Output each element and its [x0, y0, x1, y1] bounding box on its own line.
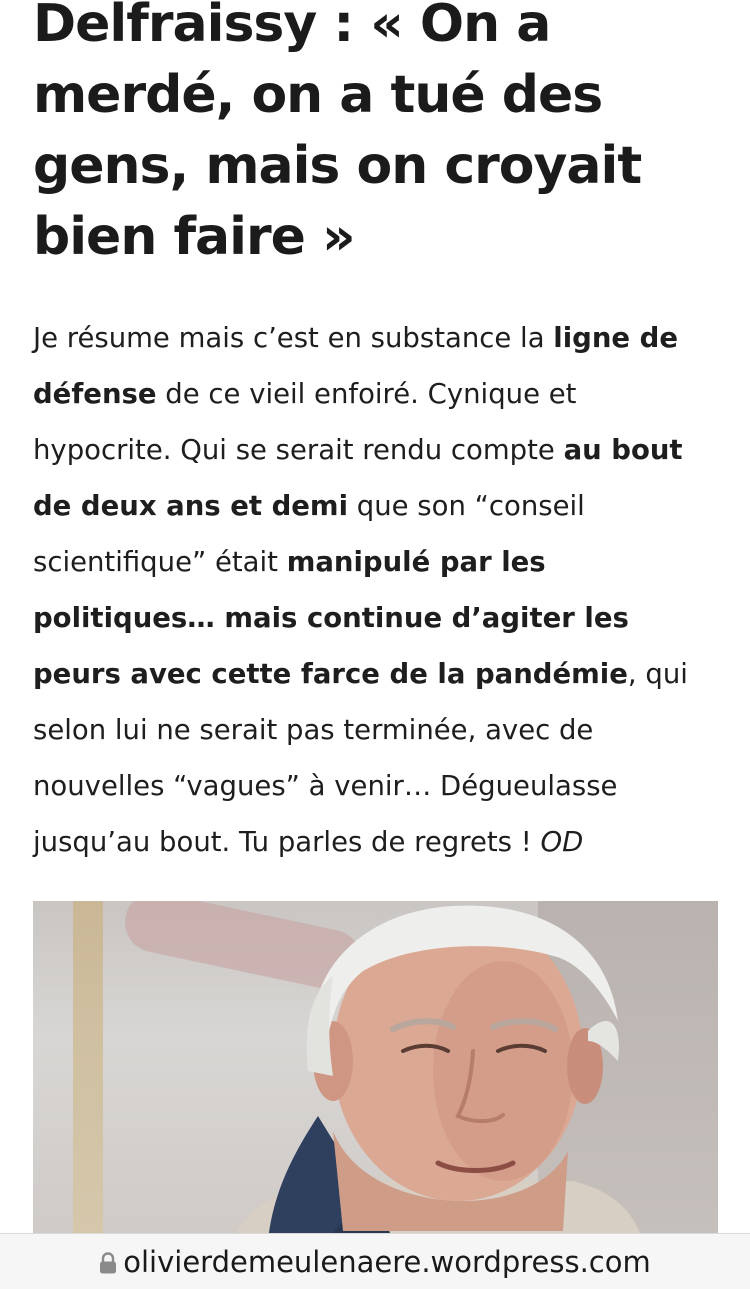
- body-bold-1: ligne de défense: [33, 322, 678, 410]
- article: [33, 0, 723, 858]
- article-body: [33, 310, 723, 870]
- body-bold-3: manipulé par les politiques… mais continue d’agiter les peurs avec cette farce de la pandémie: [33, 546, 629, 690]
- lock-icon: [99, 1252, 117, 1274]
- browser-url-bar[interactable]: [0, 1233, 750, 1289]
- author-signature: OD: [540, 826, 584, 858]
- portrait-figure: [33, 901, 718, 1241]
- body-bold-2: au bout de deux ans et demi: [33, 434, 683, 522]
- body-text-2: de ce vieil enfoiré. Cynique et hypocrite. Qui se serait rendu compte: [33, 378, 577, 466]
- body-text-1: Je résume mais c’est en substance la: [33, 322, 554, 354]
- body-text-4: , qui selon lui ne serait pas terminée, avec de nouvelles “vagues” à venir… Dégueulasse jusqu’au bout. Tu parles de regrets !: [33, 658, 688, 858]
- body-text-3: que son “conseil scientifique” était: [33, 490, 585, 578]
- article-photo[interactable]: [33, 901, 718, 1241]
- article-headline: Delfraissy : « On a merdé, on a tué des gens, mais on croyait bien faire »: [33, 0, 642, 267]
- url-text[interactable]: olivierdemeulenaere.wordpress.com: [123, 1245, 651, 1279]
